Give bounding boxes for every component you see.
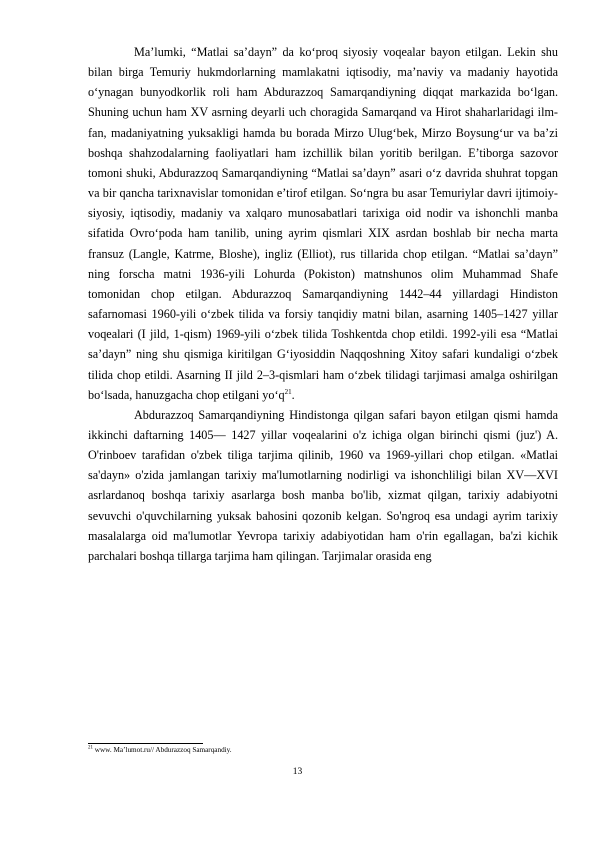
paragraph-1-text: Ma’lumki, “Matlai sa’dayn” da ko‘proq siyosiy voqealar bayon etilgan. Lekin shu bilan birga Temuriy hukmdorlarning mamlakatni iqtisodiy, ma’naviy va madaniy hayotida o‘ynagan bunyodkorlik roli ham Abdurazzoq Samarqandiyning diqqat markazida bo‘lgan. Shuning uchun ham XV asrning deyarli uch choragida Samarqand va Hirot shaharlaridagi ilm-fan, madaniyatning yuksakligi hamda bu borada Mirzo Ulug‘bek, Mirzo Boysung‘ur va ba’zi boshqa shahzodalarning faoliyatlari ham izchillik bilan yoritib berilgan. E’tiborga sazovor tomoni shuki, Abdurazzoq Samarqandiyning “Matlai sa’dayn” asari o‘z davrida shuhrat topgan va bir qancha tarixnavislar tomonidan e’tirof etilgan. So‘ngra bu asar Temuriylar davri ijtimoiy-siyosiy, iqtisodiy, madaniy va xalqaro munosabatlari tarixiga oid nodir va ishonchli manba sifatida Ovro‘poda ham tanilib, uning ayrim qismlari XIX asrdan boshlab bir necha marta fransuz (Langle, Katrme, Bloshe), ingliz (Elliot), rus tillarida chop etilgan. “Matlai sa’dayn” ning forscha matni 1936-yili Lohurda (Pokiston) matnshunos olim Muhammad Shafe tomonidan chop etilgan. Abdurazzoq Samarqandiyning 1442–44 yillardagi Hindiston safarnomasi 1960-yili o‘zbek tilida va forsiy tanqidiy matni bilan, asarning 1405–1427 yillar voqealari (I jild, 1-qism) 1969-yili o‘zbek tilida Toshkentda chop etildi. 1992-yili esa “Matlai sa’dayn” ning shu qismiga kiritilgan G‘iyosiddin Naqqoshning Xitoy safari kundaligi o‘zbek tilida chop etildi. Asarning II jild 2–3-qismlari ham o‘zbek tilidagi tarjimasi amalga oshirilgan bo‘lsada, hanuzgacha chop etilgani yo‘q — [88, 45, 558, 402]
footnote-text: www. Ma’lumot.ru// Abdurazzoq Samarqandiy. — [93, 746, 232, 754]
paragraph-2: Abdurazzoq Samarqandiyning Hindistonga qilgan safari bayon etilgan qismi hamda ikkinchi daftarning 1405— 1427 yillar voqealarini o'z ichiga olgan birinchi qismi (juz') A. O'rinboev tarafidan o'zbek tiliga tarjima qilinib, 1960 va 1969-yillari chop etilgan. «Matlai sa'dayn» o'zida jamlangan tarixiy ma'lumotlarning nodirligi va ishonchliligi bilan XV—XVI asrlardanoq boshqa tarixiy asarlarga bosh manba bo'lib, xizmat qilgan, tarixiy adabiyotni sevuvchi o'quvchilarning yuksak bahosini qozonib kelgan. So'ngroq esa undagi ayrim tarixiy masalalarga oid ma'lumotlar Yevropa tarixiy adabiyotidan ham o'rin egallagan, ba'zi kichik parchalari boshqa tillarga tarjima ham qilingan. Tarjimalar orasida eng — [88, 407, 558, 563]
footnote — [88, 746, 558, 755]
footnote-number: 21 — [88, 745, 93, 751]
page-body — [88, 42, 558, 566]
footnote-divider — [88, 743, 203, 744]
footnote-reference[interactable]: 21 — [284, 387, 292, 396]
page-number: 13 — [292, 767, 303, 777]
paragraph-1 — [88, 42, 558, 405]
paragraph-1-trailing: . — [291, 387, 295, 402]
